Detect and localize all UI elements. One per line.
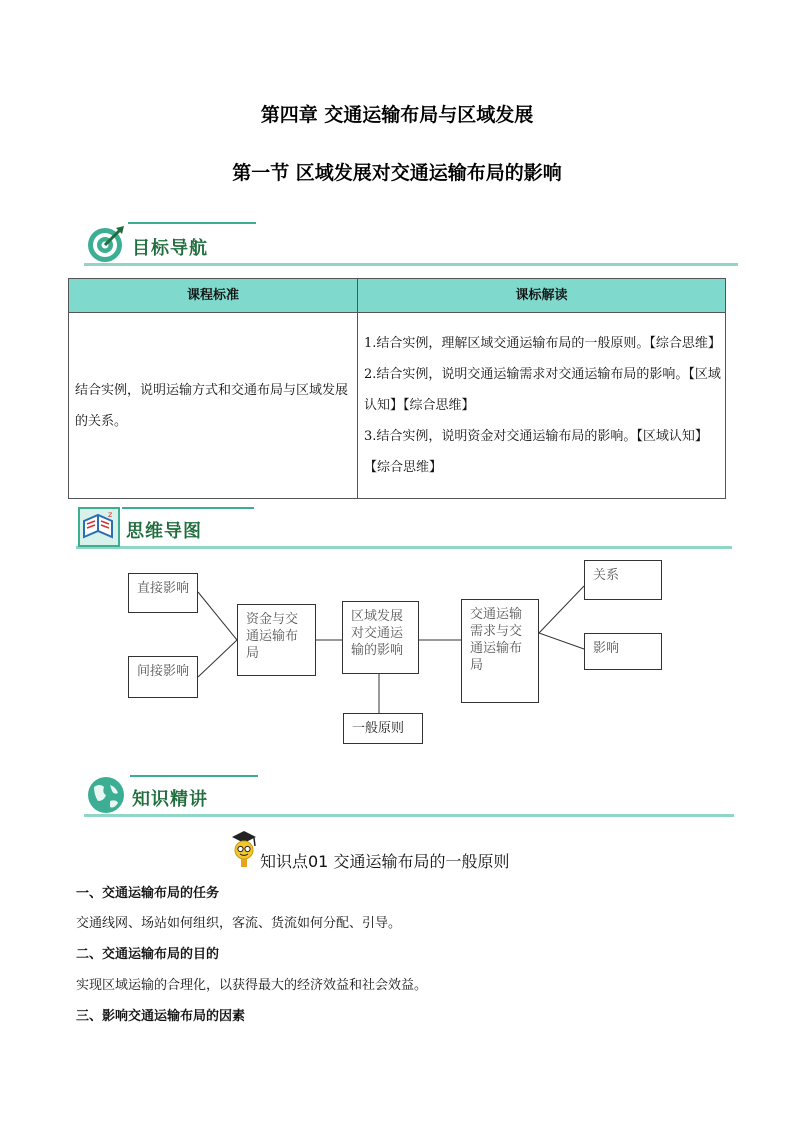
- interpretation-cell: [358, 313, 726, 499]
- globe-icon: [86, 775, 126, 815]
- knowledge-point-title: 知识点01 交通运输布局的一般原则: [260, 852, 510, 871]
- node-general-principle: 一般原则: [343, 713, 423, 744]
- target-icon: [86, 224, 126, 264]
- interpretation-item-3: 3.结合实例，说明资金对交通运输布局的影响。【区域认知】【综合思维】: [364, 429, 708, 475]
- section-label-goals: 目标导航: [132, 238, 208, 259]
- node-demand-layout: 交通运输需求与交通运输布局: [461, 599, 539, 703]
- heading-task: 一、交通运输布局的任务: [76, 886, 220, 901]
- section-header-mindmap: [76, 505, 732, 551]
- standards-table: [68, 278, 726, 499]
- node-influence: 影响: [584, 633, 662, 670]
- section-title: 第一节 区域发展对交通运输布局的影响: [232, 162, 562, 184]
- node-relation: 关系: [584, 560, 662, 600]
- scholar-icon: [228, 828, 260, 870]
- table-header-interpretation: 课标解读: [358, 279, 726, 313]
- section-label-knowledge: 知识精讲: [132, 789, 208, 810]
- section-label-mindmap: 思维导图: [126, 521, 202, 542]
- heading-factors: 三、影响交通运输布局的因素: [76, 1009, 246, 1024]
- node-indirect-influence: 间接影响: [128, 656, 198, 698]
- notebook-icon: [78, 507, 120, 547]
- node-regional-development: 区域发展对交通运输的影响: [342, 601, 419, 674]
- node-direct-influence: 直接影响: [128, 573, 198, 613]
- interpretation-item-1: 1.结合实例，理解区域交通运输布局的一般原则。【综合思维】: [364, 336, 721, 351]
- interpretation-item-2: 2.结合实例，说明交通运输需求对交通运输布局的影响。【区域认知】【综合思维】: [364, 367, 721, 413]
- chapter-title: 第四章 交通运输布局与区域发展: [260, 104, 534, 126]
- svg-text:z: z: [108, 510, 113, 519]
- table-header-standard: 课程标准: [69, 279, 358, 313]
- node-capital-layout: 资金与交通运输布局: [237, 604, 316, 676]
- paragraph-task: 交通线网、场站如何组织，客流、货流如何分配、引导。: [76, 916, 402, 931]
- mind-map: [0, 555, 794, 745]
- standard-cell: 结合实例，说明运输方式和交通布局与区域发展的关系。: [69, 313, 358, 499]
- section-header-goals: [84, 222, 738, 268]
- heading-purpose: 二、交通运输布局的目的: [76, 947, 220, 962]
- paragraph-purpose: 实现区域运输的合理化，以获得最大的经济效益和社会效益。: [76, 978, 428, 993]
- section-header-knowledge: [84, 773, 734, 819]
